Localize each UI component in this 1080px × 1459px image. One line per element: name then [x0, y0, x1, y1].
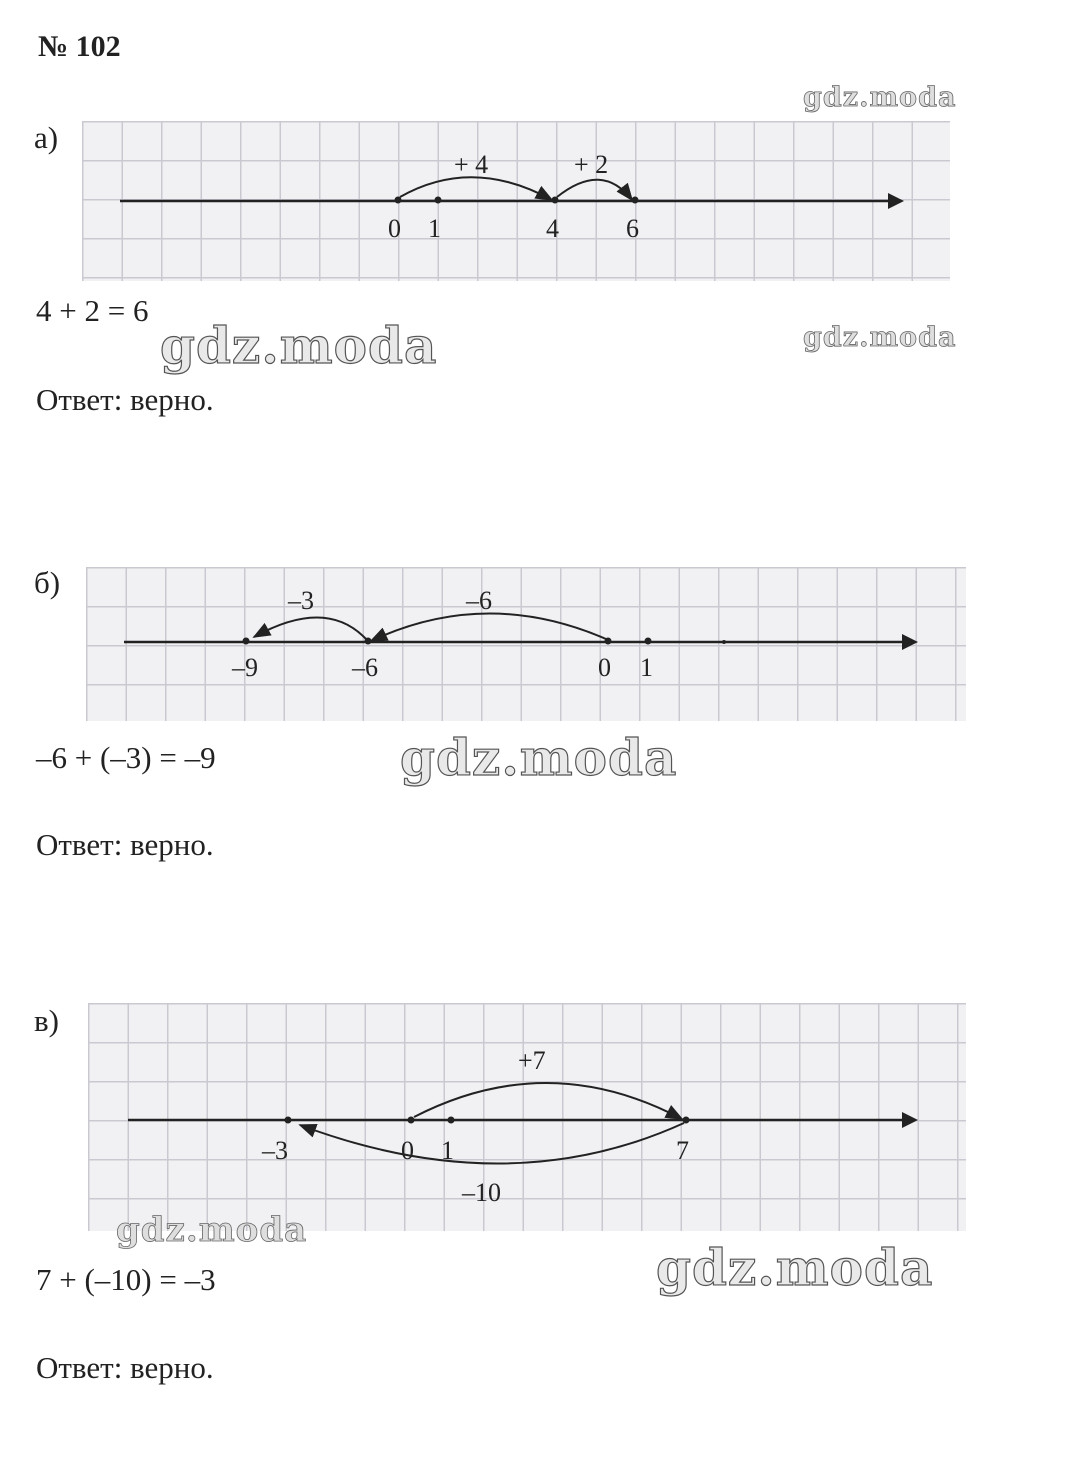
tick-label: 6: [626, 214, 639, 243]
tick-label: 7: [676, 1136, 689, 1165]
watermark-logo: gdz.moda: [160, 316, 438, 375]
arc-minus-6: [371, 613, 606, 641]
point-6: [632, 197, 639, 204]
point-1: [448, 1117, 455, 1124]
tick-label: –3: [262, 1136, 288, 1165]
point-0: [408, 1117, 415, 1124]
tick-label: –9: [232, 653, 258, 682]
part-b-number-line: [86, 567, 966, 721]
arc-label: –10: [462, 1178, 501, 1207]
tick-label: 0: [388, 214, 401, 243]
part-b-answer: Ответ: верно.: [36, 827, 214, 862]
axis-arrow-icon: [902, 634, 918, 650]
arc-label: + 4: [454, 150, 489, 179]
part-c-equation: 7 + (–10) = –3: [36, 1262, 216, 1297]
tick-label: –6: [352, 653, 378, 682]
part-a-label: а): [34, 120, 59, 155]
part-c-label: в): [34, 1003, 59, 1038]
problem-number: № 102: [38, 30, 121, 63]
point-minus-9: [243, 638, 250, 645]
part-a-answer: Ответ: верно.: [36, 382, 214, 417]
part-a-number-line: [82, 121, 950, 281]
tick-label: 0: [598, 653, 611, 682]
watermark-logo: gdz.moda: [116, 1210, 308, 1250]
arc-label: –3: [288, 586, 314, 615]
tick-label: 1: [428, 214, 441, 243]
arc-label: –6: [466, 586, 492, 615]
axis-arrow-icon: [888, 193, 904, 209]
part-a-equation: 4 + 2 = 6: [36, 293, 149, 328]
point-1: [435, 197, 442, 204]
arc-plus-4: [400, 177, 552, 200]
axis-arrow-icon: [902, 1112, 918, 1128]
watermark-logo: gdz.moda: [803, 82, 957, 113]
watermark-logo: gdz.moda: [803, 322, 957, 353]
watermark-logo: gdz.moda: [400, 728, 678, 787]
arc-plus-7: [414, 1083, 682, 1119]
point-extra: [722, 640, 726, 644]
part-c-answer: Ответ: верно.: [36, 1350, 214, 1385]
tick-label: 1: [640, 653, 653, 682]
watermark-logo: gdz.moda: [656, 1238, 934, 1297]
part-c-number-line: [88, 1003, 966, 1231]
part-b-label: б): [34, 565, 61, 600]
arc-minus-3: [254, 617, 366, 639]
tick-label: 0: [401, 1136, 414, 1165]
point-minus-3: [285, 1117, 292, 1124]
arc-minus-10: [300, 1123, 684, 1164]
point-1: [645, 638, 652, 645]
arc-label: + 2: [574, 150, 609, 179]
tick-label: 1: [441, 1136, 454, 1165]
arc-label: +7: [518, 1046, 546, 1075]
arc-plus-2: [557, 180, 632, 200]
tick-label: 4: [546, 214, 559, 243]
part-b-equation: –6 + (–3) = –9: [36, 740, 216, 775]
